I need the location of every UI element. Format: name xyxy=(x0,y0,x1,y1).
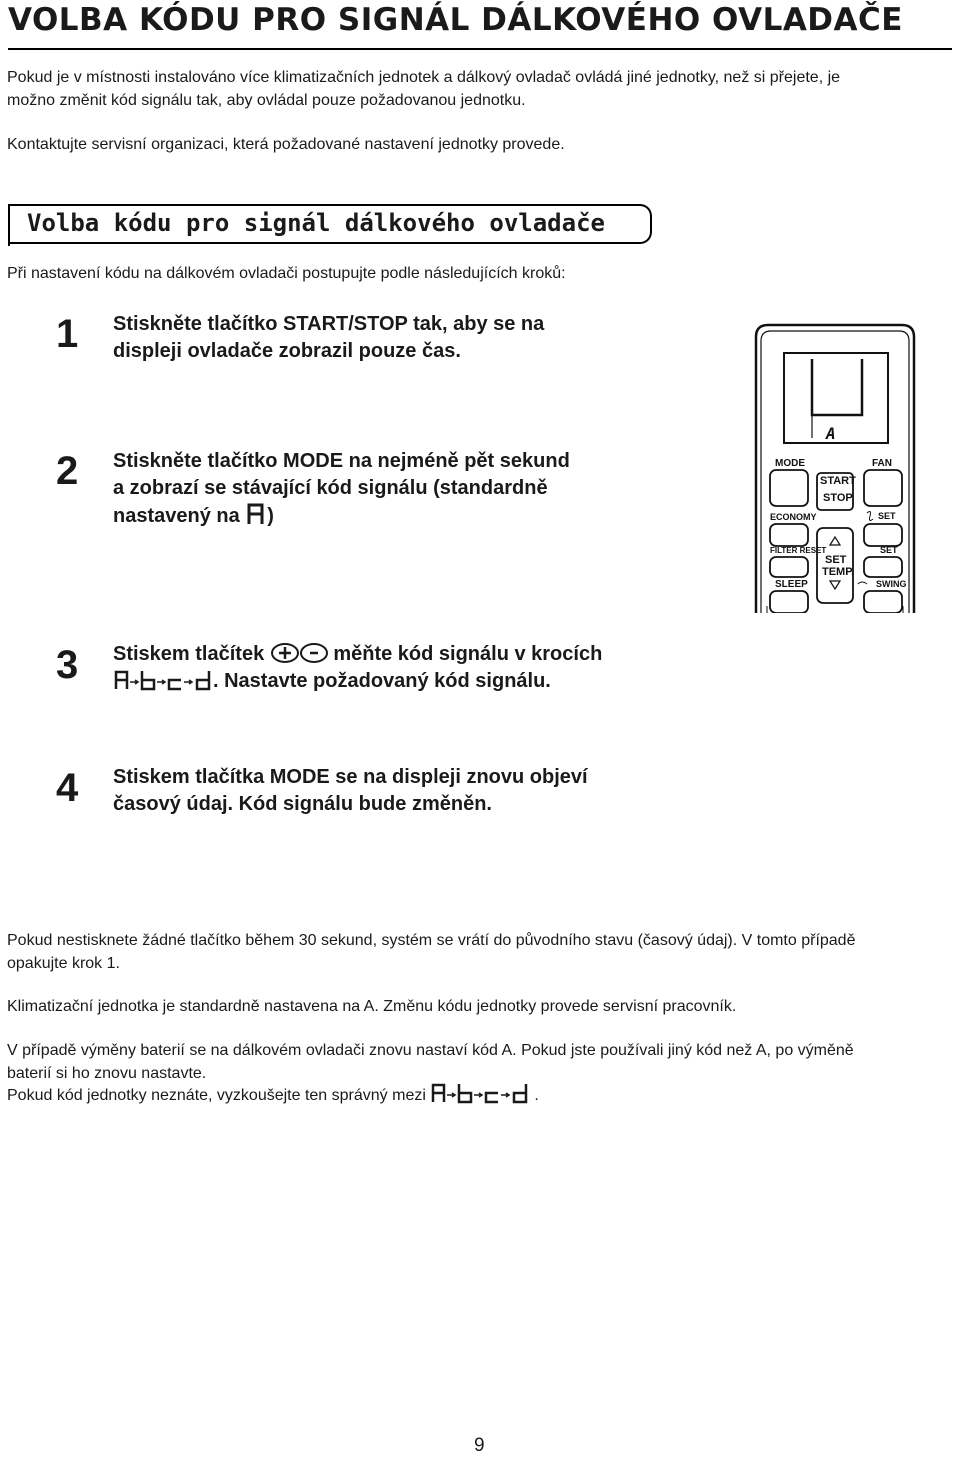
segment-code-sequence-icon-2 xyxy=(430,1082,534,1104)
airflow-icon xyxy=(867,512,873,521)
note-3-line2: baterií si ho znovu nastavte. xyxy=(7,1065,207,1082)
segment-code-sequence-icon xyxy=(113,669,213,691)
remote-mode-button xyxy=(770,470,808,506)
temp-up-arrow-icon xyxy=(830,537,840,545)
step-4-line2: časový údaj. Kód signálu bude změněn. xyxy=(113,793,492,815)
remote-economy-label: ECONOMY xyxy=(770,512,817,522)
step-4-number: 4 xyxy=(56,766,79,810)
step-2-line3: nastavený na xyxy=(113,505,240,527)
intro-p1-line1: Pokud je v místnosti instalováno více klimatizačních jednotek a dálkový ovladač ovládá jiné jednotky, než si přejete, je xyxy=(7,69,841,86)
plus-minus-buttons-icon xyxy=(270,642,328,664)
remote-set1-label: SET xyxy=(878,511,896,521)
step-1-number: 1 xyxy=(56,312,79,356)
step-3-number: 3 xyxy=(56,643,79,687)
page-number: 9 xyxy=(474,1435,485,1456)
remote-filter-reset-label: FILTER RESET xyxy=(770,546,827,555)
note-4-text: Pokud kód jednotky neznáte, vyzkoušejte ten správný mezi xyxy=(7,1087,426,1104)
step-4-text xyxy=(113,764,651,818)
note-1-line2: opakujte krok 1. xyxy=(7,955,120,972)
remote-stop-label: STOP xyxy=(823,492,853,504)
step-3-text xyxy=(113,641,651,695)
note-4 xyxy=(7,1082,539,1107)
remote-set-temp-label-2: TEMP. xyxy=(822,566,855,578)
intro-paragraph-2: Kontaktujte servisní organizaci, která požadované nastavení jednotky provede. xyxy=(7,136,565,153)
note-3-line1: V případě výměny baterií se na dálkovém ovladači znovu nastaví kód A. Pokud jste používali jiný kód než A, po výměně xyxy=(7,1042,854,1059)
remote-set1-button xyxy=(864,524,902,546)
step-2-line1: Stiskněte tlačítko MODE na nejméně pět sekund xyxy=(113,450,570,472)
note-1-line1: Pokud nestisknete žádné tlačítko během 30 sekund, systém se vrátí do původního stavu (časový údaj). V tomto případě xyxy=(7,932,856,949)
remote-start-label: START xyxy=(820,475,856,487)
swing-icon xyxy=(858,582,867,584)
step-4-line1: Stiskem tlačítka MODE se na displeji znovu objeví xyxy=(113,766,588,788)
note-4-end: . xyxy=(534,1087,539,1104)
remote-set2-label: SET xyxy=(880,545,898,555)
remote-swing-button xyxy=(864,591,902,613)
temp-down-arrow-icon xyxy=(830,581,840,589)
step-2-line2: a zobrazí se stávající kód signálu (standardně xyxy=(113,477,548,499)
remote-set2-button xyxy=(864,557,902,577)
remote-fan-label: FAN xyxy=(872,458,892,469)
remote-mode-label: MODE xyxy=(775,458,805,469)
remote-swing-label: SWING xyxy=(876,579,907,589)
page-title: VOLBA KÓDU PRO SIGNÁL DÁLKOVÉHO OVLADAČE xyxy=(8,2,952,50)
remote-control-illustration xyxy=(754,323,916,613)
step-1-text xyxy=(113,311,651,365)
remote-economy-button xyxy=(770,524,808,546)
remote-display-code: A xyxy=(826,424,836,443)
note-1 xyxy=(7,929,855,975)
intro-paragraph-1 xyxy=(7,66,840,112)
step-3-line2: . Nastavte požadovaný kód signálu. xyxy=(213,670,551,692)
remote-set-temp-label-1: SET xyxy=(825,554,847,566)
step-2-text xyxy=(113,448,651,530)
section-lead: Při nastavení kódu na dálkovém ovladači postupujte podle následujících kroků: xyxy=(7,265,566,282)
intro-p1-line2: možno změnit kód signálu tak, aby ovládal pouze požadovanou jednotku. xyxy=(7,92,526,109)
section-heading: Volba kódu pro signál dálkového ovladače xyxy=(27,209,605,237)
note-2: Klimatizační jednotka je standardně nastavena na A. Změnu kódu jednotky provede servisní pracovník. xyxy=(7,998,737,1015)
remote-sleep-label: SLEEP xyxy=(775,579,808,590)
step-3-line1-end: měňte kód signálu v krocích xyxy=(333,643,603,665)
remote-filter-reset-button xyxy=(770,557,808,577)
step-2-line3-end: ) xyxy=(267,505,274,527)
step-2-number: 2 xyxy=(56,449,79,493)
step-3-line1: Stiskem tlačítek xyxy=(113,643,265,665)
step-1-line2: displeji ovladače zobrazil pouze čas. xyxy=(113,340,461,362)
remote-sleep-button xyxy=(770,591,808,613)
segment-a-icon xyxy=(245,502,267,526)
note-3 xyxy=(7,1039,854,1085)
remote-fan-button xyxy=(864,470,902,506)
step-1-line1: Stiskněte tlačítko START/STOP tak, aby se na xyxy=(113,313,545,335)
